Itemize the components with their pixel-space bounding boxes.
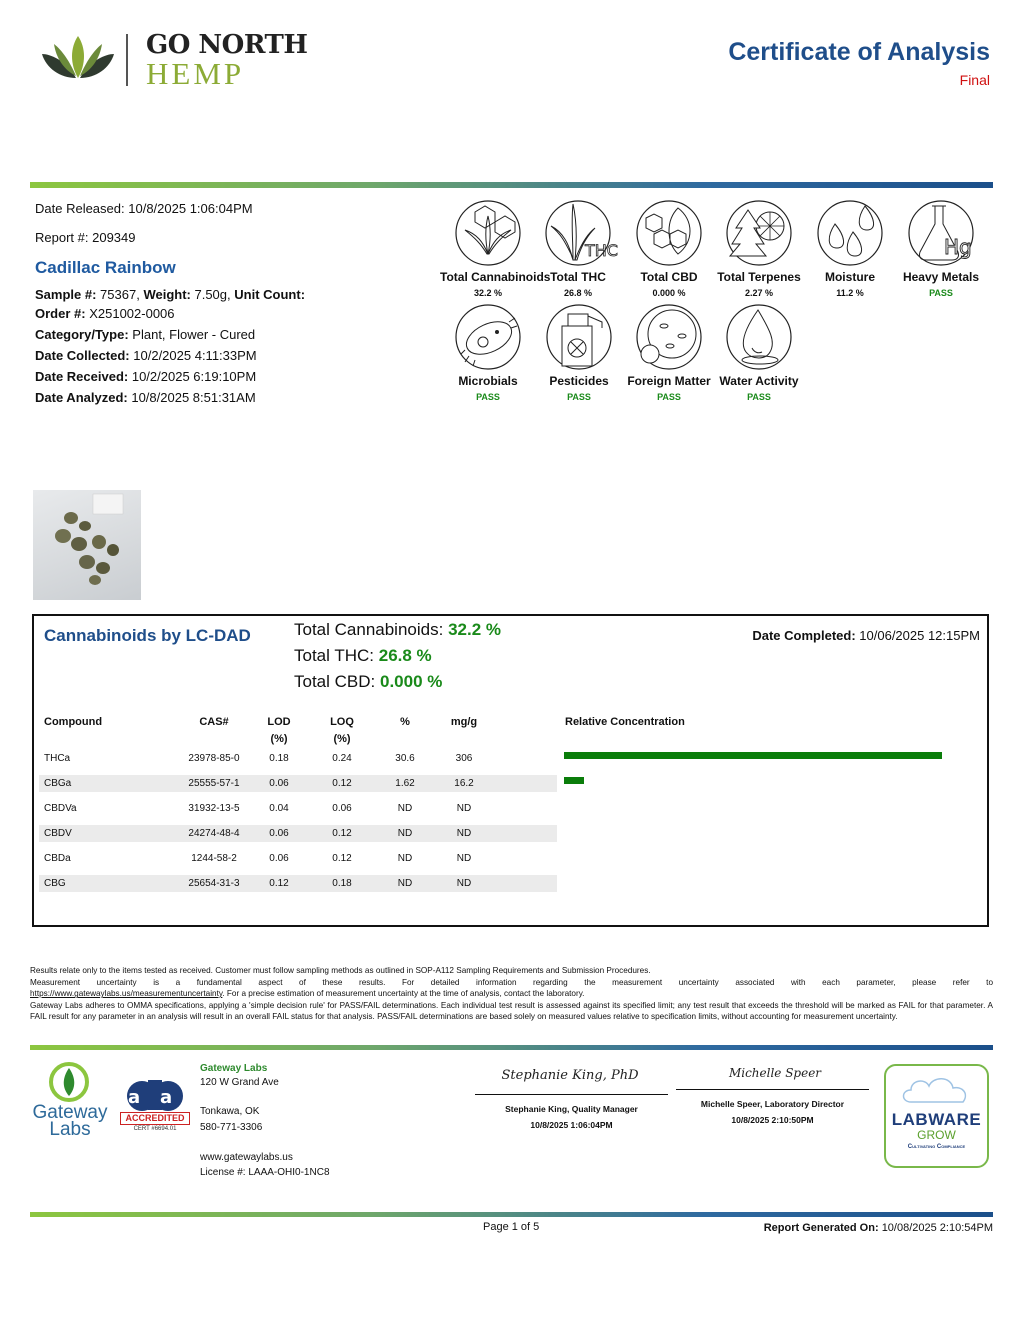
signatory-1-date: 10/8/2025 1:06:04PM bbox=[530, 1120, 613, 1130]
test-value: PASS bbox=[657, 392, 681, 402]
gateway-leaf-icon bbox=[44, 1060, 94, 1106]
date-collected: Date Collected: 10/2/2025 4:11:33PM bbox=[35, 348, 257, 363]
test-microbials bbox=[440, 302, 536, 402]
svg-text:Hg: Hg bbox=[944, 235, 972, 259]
note-line-4: Gateway Labs adheres to OMMA specifications, applying a 'simple decision rule' for PASS/FAIL determinations. Each individual test result is assessed against its specified limit; any test result that exceeds the threshold will be marked as FAIL for that parameter. A FAIL result for any parameter in an analysis will result in an overall FAIL status for that analysis. PASS/FAIL determinations are based solely on measured values relative to specification limits, without accounting for measurement uncertainty. bbox=[30, 1000, 993, 1022]
cell-cas: 1244-58-2 bbox=[191, 853, 237, 864]
date-analyzed: Date Analyzed: 10/8/2025 8:51:31AM bbox=[35, 390, 256, 405]
sample-number-line: Sample #: 75367, Weight: 7.50g, Unit Count: bbox=[35, 287, 306, 302]
concentration-bar-thca bbox=[564, 752, 942, 759]
cell-compound: THCa bbox=[44, 753, 71, 764]
gateway-logo-text: Gateway Labs bbox=[32, 1102, 108, 1140]
test-value: PASS bbox=[747, 392, 771, 402]
cell-loq: 0.12 bbox=[332, 853, 352, 864]
date-released: Date Released: 10/8/2025 1:06:04PM bbox=[35, 201, 253, 216]
test-label: Foreign Matter bbox=[627, 374, 711, 388]
test-value: PASS bbox=[929, 288, 953, 298]
cell-lod: 0.12 bbox=[269, 878, 289, 889]
cell-mg: ND bbox=[456, 828, 472, 839]
test-label: Total THC bbox=[550, 270, 606, 284]
col-mg-per-g: mg/g bbox=[450, 716, 478, 728]
test-water-activity bbox=[711, 302, 807, 402]
cell-pct: 30.6 bbox=[395, 753, 415, 764]
col-percent: % bbox=[400, 716, 410, 728]
signatory-1-name: Stephanie King, Quality Manager bbox=[505, 1104, 638, 1114]
total-cannabinoids-summary: Total Cannabinoids: 32.2 % bbox=[294, 620, 501, 639]
cell-lod: 0.06 bbox=[269, 853, 289, 864]
lab-name: Gateway Labs bbox=[200, 1063, 268, 1074]
test-label: Total Cannabinoids bbox=[440, 270, 551, 284]
gateway-labs-logo bbox=[30, 1060, 110, 1140]
cell-lod: 0.04 bbox=[269, 803, 289, 814]
test-total-cannabinoids bbox=[440, 198, 551, 298]
test-moisture bbox=[802, 198, 898, 298]
footer-rule-bottom bbox=[30, 1212, 993, 1217]
labware-brand: LABWARE bbox=[891, 1110, 982, 1129]
flask-hg-icon bbox=[906, 198, 976, 268]
a2la-cert-number: CERT #6694.01 bbox=[133, 1126, 177, 1132]
cell-mg: 16.2 bbox=[454, 778, 474, 789]
total-cbd-summary: Total CBD: 0.000 % bbox=[294, 672, 443, 691]
test-total-terpenes bbox=[711, 198, 807, 298]
col-relative-concentration: Relative Concentration bbox=[565, 716, 685, 728]
test-value: 0.000 % bbox=[652, 288, 686, 298]
cell-mg: ND bbox=[456, 878, 472, 889]
cell-compound: CBDV bbox=[44, 828, 72, 839]
report-number: Report #: 209349 bbox=[35, 230, 136, 245]
logo-divider bbox=[126, 34, 128, 86]
cell-pct: ND bbox=[397, 853, 413, 864]
test-foreign-matter bbox=[621, 302, 717, 402]
cloud-icon bbox=[897, 1072, 977, 1106]
col-loq: LOQ (%) bbox=[330, 716, 354, 745]
table-row bbox=[39, 775, 557, 792]
cell-lod: 0.18 bbox=[269, 753, 289, 764]
brand-name-line1: GO NORTH bbox=[146, 30, 308, 60]
a2la-accredited-badge bbox=[118, 1072, 192, 1138]
note-line-3: https://www.gatewaylabs.us/measurementuncertainty. For a precise estimation of measurement uncertainty at the time of analysis, contact the laboratory. bbox=[30, 989, 585, 999]
test-total-thc bbox=[530, 198, 626, 298]
svg-text:a: a bbox=[128, 1087, 141, 1108]
cell-loq: 0.12 bbox=[332, 778, 352, 789]
cell-cas: 31932-13-5 bbox=[188, 803, 240, 814]
lotus-leaf-icon bbox=[36, 24, 126, 90]
lab-license: License #: LAAA-OHI0-1NC8 bbox=[200, 1167, 330, 1178]
lab-website[interactable]: www.gatewaylabs.us bbox=[200, 1152, 293, 1163]
signature-line-2 bbox=[676, 1089, 869, 1090]
table-row bbox=[39, 800, 557, 817]
signature-stephanie-king: Stephanie King, PhD bbox=[501, 1068, 639, 1083]
footer-rule-top bbox=[30, 1045, 993, 1050]
document-status: Final bbox=[959, 72, 990, 88]
sample-name: Cadillac Rainbow bbox=[35, 258, 176, 277]
page-number: Page 1 of 5 bbox=[483, 1221, 540, 1233]
cbd-leaf-icon bbox=[634, 198, 704, 268]
test-value: 26.8 % bbox=[563, 288, 593, 298]
cannabis-buds-image bbox=[33, 490, 141, 600]
cell-cas: 24274-48-4 bbox=[188, 828, 240, 839]
total-thc-summary: Total THC: 26.8 % bbox=[294, 646, 432, 665]
cell-compound: CBDa bbox=[44, 853, 71, 864]
document-title: Certificate of Analysis bbox=[728, 38, 990, 66]
cell-loq: 0.24 bbox=[332, 753, 352, 764]
signature-line-1 bbox=[475, 1094, 668, 1095]
table-row bbox=[39, 825, 557, 842]
concentration-bar-cbga bbox=[564, 777, 584, 784]
uncertainty-link[interactable]: https://www.gatewaylabs.us/measurementuncertainty bbox=[30, 989, 223, 999]
cell-cas: 23978-85-0 bbox=[188, 753, 240, 764]
cell-mg: ND bbox=[456, 803, 472, 814]
test-value: 2.27 % bbox=[744, 288, 774, 298]
cell-loq: 0.06 bbox=[332, 803, 352, 814]
cell-loq: 0.18 bbox=[332, 878, 352, 889]
col-cas: CAS# bbox=[199, 716, 229, 728]
col-compound: Compound bbox=[44, 716, 103, 728]
signature-michelle-speer: Michelle Speer bbox=[728, 1066, 822, 1080]
a2la-logo-icon bbox=[118, 1072, 192, 1112]
labware-grow-badge bbox=[884, 1064, 989, 1168]
test-total-cbd bbox=[621, 198, 717, 298]
accredited-label: ACCREDITED bbox=[120, 1112, 190, 1125]
signatory-2-name: Michelle Speer, Laboratory Director bbox=[700, 1099, 845, 1109]
cell-pct: ND bbox=[397, 828, 413, 839]
test-value: 32.2 % bbox=[473, 288, 503, 298]
brand-name-line2: HEMP bbox=[146, 56, 245, 91]
table-row bbox=[39, 875, 557, 892]
date-received: Date Received: 10/2/2025 6:19:10PM bbox=[35, 369, 257, 384]
test-label: Moisture bbox=[824, 270, 875, 284]
lab-phone: 580-771-3306 bbox=[200, 1122, 263, 1133]
order-number: Order #: X251002-0006 bbox=[35, 306, 175, 321]
microbe-icon bbox=[453, 302, 523, 372]
test-label: Microbials bbox=[458, 374, 518, 388]
cell-mg: ND bbox=[456, 853, 472, 864]
table-row bbox=[39, 850, 557, 867]
cell-pct: ND bbox=[397, 803, 413, 814]
spray-bottle-icon bbox=[544, 302, 614, 372]
cannabinoids-panel bbox=[32, 614, 989, 927]
date-completed: Date Completed: 10/06/2025 12:15PM bbox=[752, 628, 980, 643]
cell-compound: CBGa bbox=[44, 778, 72, 789]
note-line-2: Measurement uncertainty is a fundamental aspect of these results. For detailed information regarding the measurement uncertainty associated with each parameter, please refer to bbox=[30, 977, 993, 987]
test-label: Water Activity bbox=[719, 374, 799, 388]
test-label: Total Terpenes bbox=[717, 270, 801, 284]
cell-lod: 0.06 bbox=[269, 828, 289, 839]
petri-dish-icon bbox=[634, 302, 704, 372]
test-value: PASS bbox=[476, 392, 500, 402]
signatory-2-date: 10/8/2025 2:10:50PM bbox=[731, 1115, 814, 1125]
thc-leaf-icon bbox=[543, 198, 618, 268]
cell-lod: 0.06 bbox=[269, 778, 289, 789]
labware-tagline: Cultivating Compliance bbox=[907, 1144, 966, 1150]
cell-mg: 306 bbox=[455, 753, 473, 764]
test-label: Pesticides bbox=[549, 374, 609, 388]
category-type: Category/Type: Plant, Flower - Cured bbox=[35, 327, 256, 342]
cell-loq: 0.12 bbox=[332, 828, 352, 839]
cell-cas: 25555-57-1 bbox=[188, 778, 240, 789]
lab-address-1: 120 W Grand Ave bbox=[200, 1077, 279, 1088]
lab-address-2: Tonkawa, OK bbox=[200, 1106, 260, 1117]
cannabis-molecule-icon bbox=[453, 198, 523, 268]
labware-sub: GROW bbox=[917, 1128, 956, 1142]
cell-compound: CBG bbox=[44, 878, 66, 889]
test-pesticides bbox=[531, 302, 627, 402]
note-line-1: Results relate only to the items tested as received. Customer must follow sampling methods as outlined in SOP-A112 Sampling Requirements and Submission Procedures. bbox=[30, 966, 651, 975]
test-value: PASS bbox=[567, 392, 591, 402]
table-row bbox=[39, 750, 557, 767]
test-label: Total CBD bbox=[640, 270, 698, 284]
test-heavy-metals bbox=[893, 198, 989, 298]
cell-pct: 1.62 bbox=[395, 778, 415, 789]
cell-cas: 25654-31-3 bbox=[188, 878, 240, 889]
pine-citrus-icon bbox=[724, 198, 794, 268]
cannabinoids-title: Cannabinoids by LC-DAD bbox=[44, 626, 251, 645]
cell-compound: CBDVa bbox=[44, 803, 77, 814]
col-lod: LOD (%) bbox=[267, 716, 291, 745]
cell-pct: ND bbox=[397, 878, 413, 889]
water-drops-icon bbox=[815, 198, 885, 268]
svg-text:a: a bbox=[160, 1087, 173, 1108]
report-generated: Report Generated On: 10/08/2025 2:10:54PM bbox=[763, 1222, 993, 1234]
test-value: 11.2 % bbox=[836, 288, 864, 298]
sample-photo bbox=[33, 490, 141, 600]
disclaimer-notes bbox=[30, 965, 993, 1023]
test-label: Heavy Metals bbox=[902, 270, 980, 284]
svg-text:THC: THC bbox=[585, 241, 618, 260]
header-rule bbox=[30, 182, 993, 188]
water-drop-icon bbox=[724, 302, 794, 372]
